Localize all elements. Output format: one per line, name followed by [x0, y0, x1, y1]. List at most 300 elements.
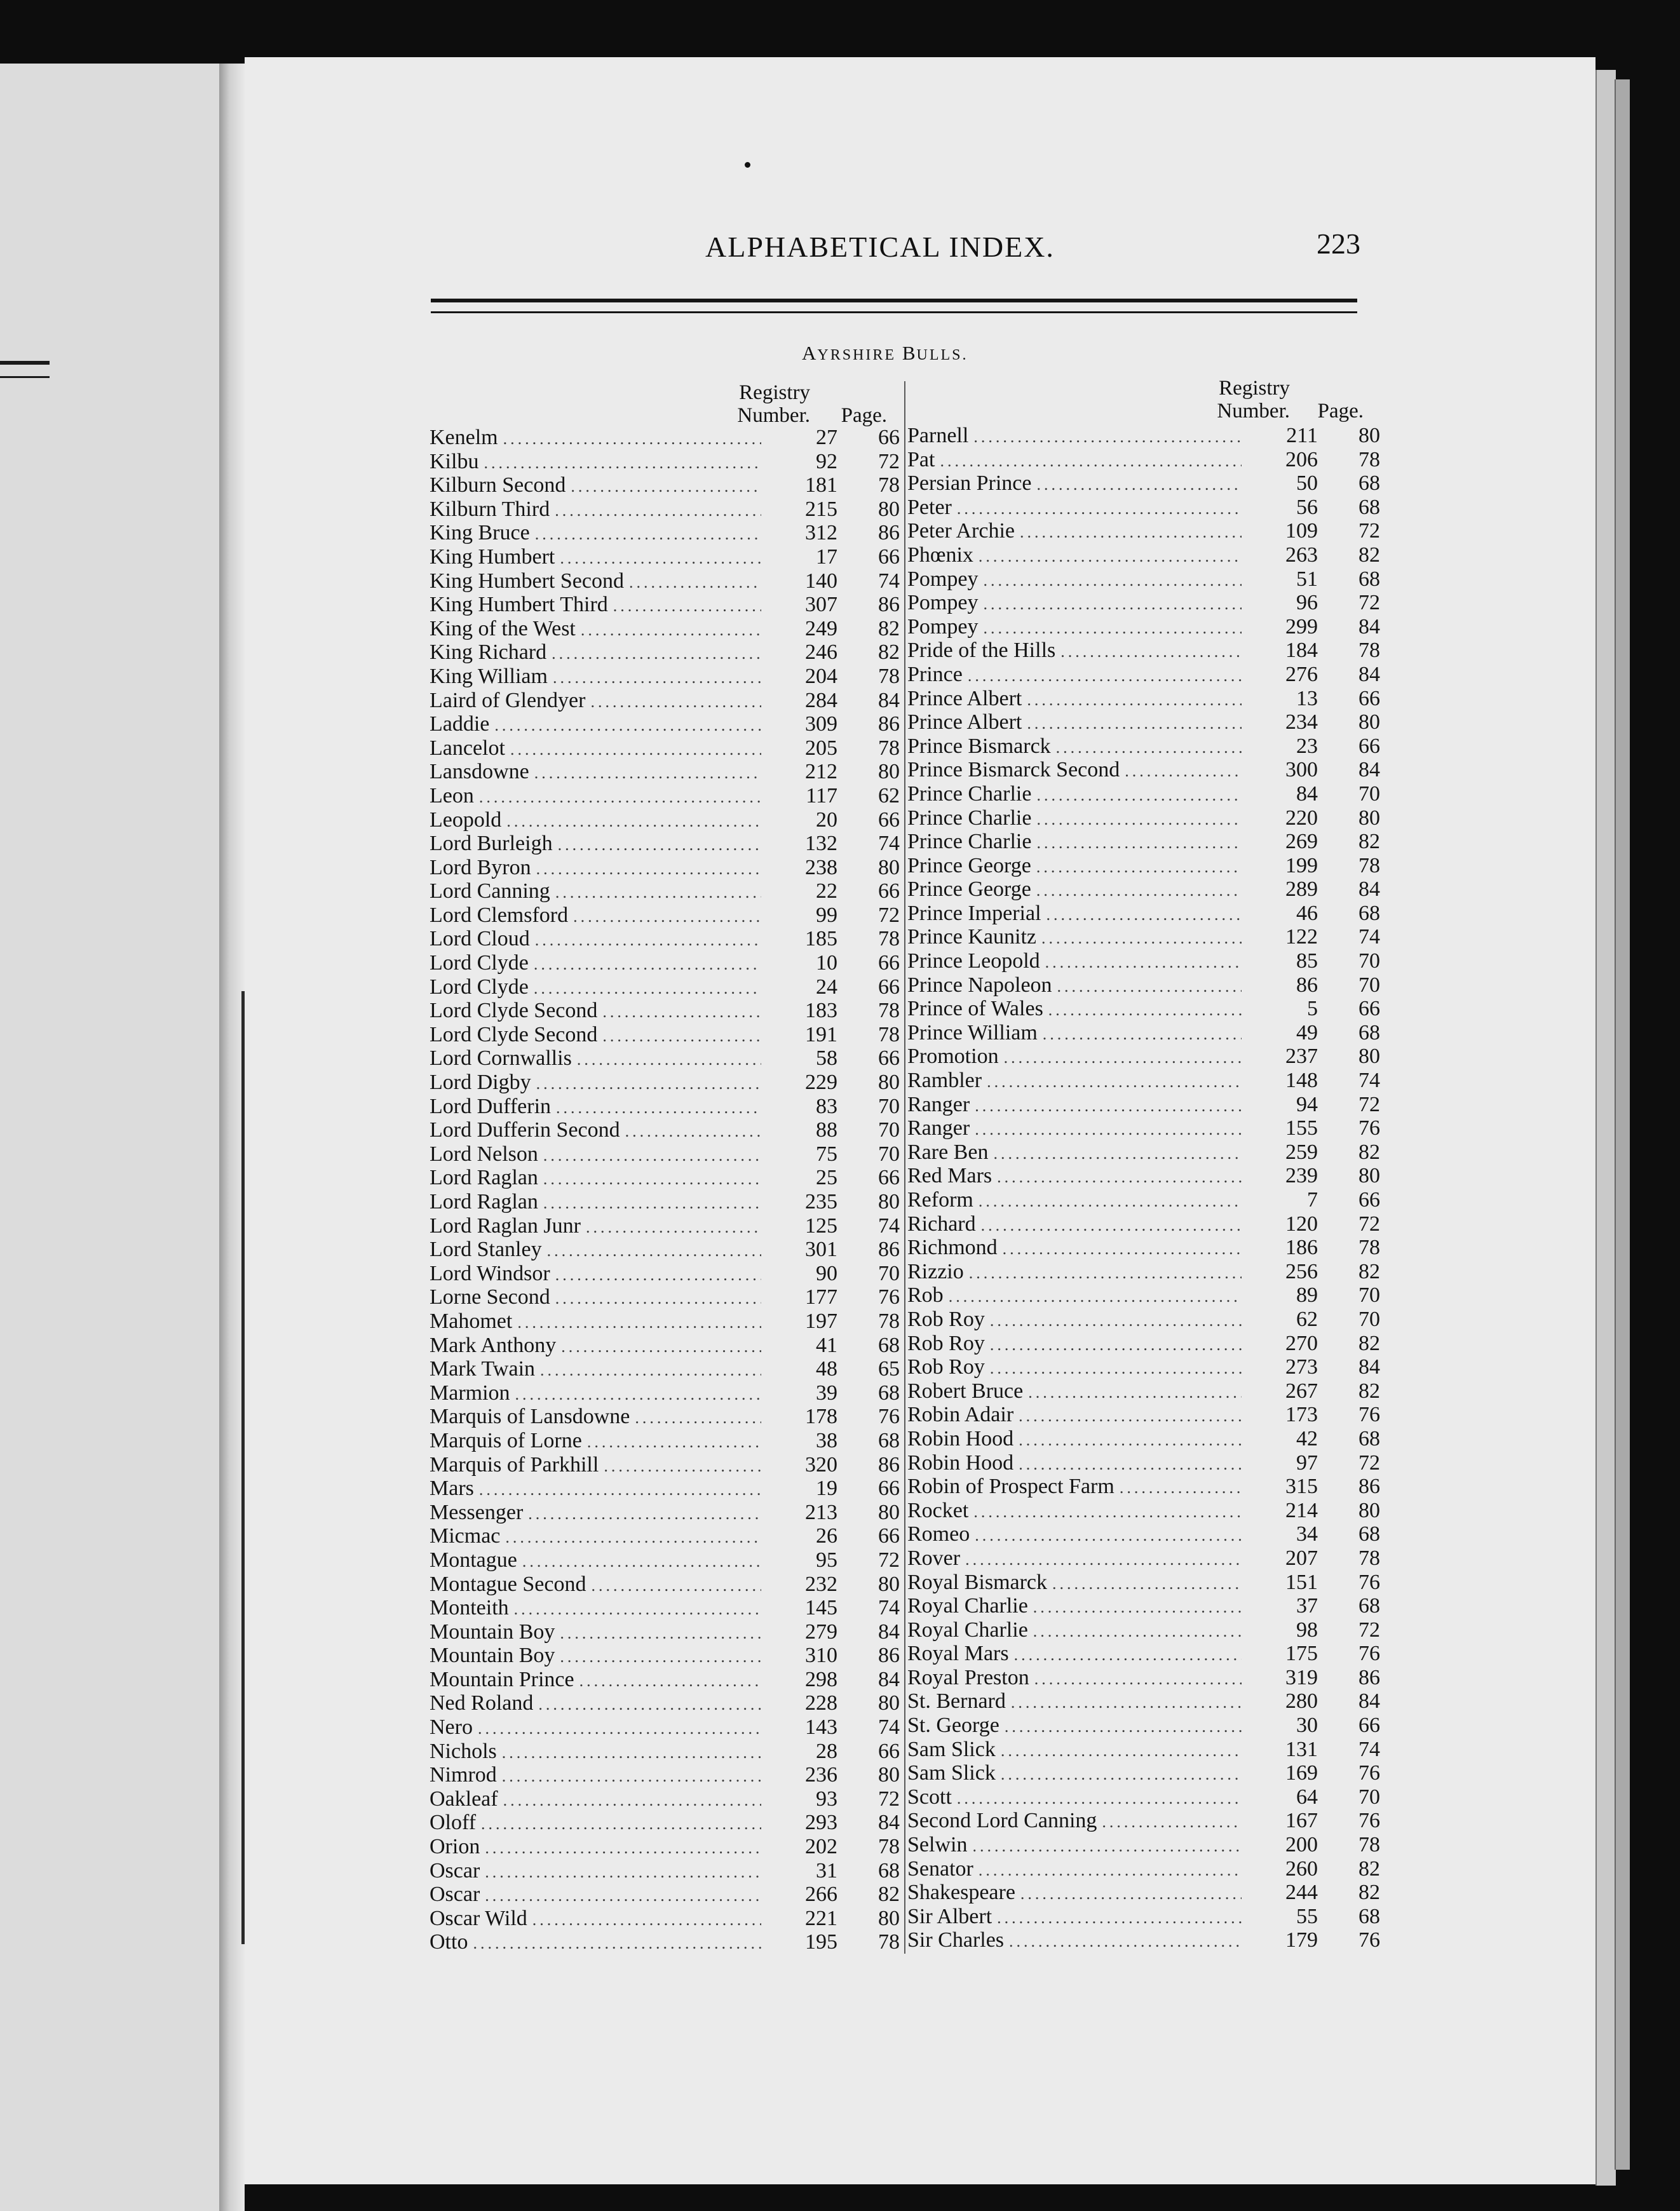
index-entry [430, 497, 900, 522]
index-entry [907, 949, 1380, 973]
page-ref: 78 [878, 1309, 900, 1333]
page-ref: 66 [878, 1046, 900, 1071]
index-entry [430, 1811, 900, 1835]
index-entry [907, 734, 1380, 759]
registry-number: 309 [805, 712, 837, 736]
entry-name: Rocket [907, 1498, 969, 1522]
page-ref: 65 [878, 1357, 900, 1381]
registry-label: Registry [1219, 377, 1290, 400]
dot-leader [990, 1359, 1242, 1378]
dot-leader [534, 764, 761, 783]
dot-leader [505, 1528, 761, 1547]
registry-number: 109 [1285, 519, 1318, 543]
index-entry [430, 1238, 900, 1262]
page-ref: 66 [1358, 734, 1380, 758]
entry-name: Lord Raglan Junr [430, 1214, 581, 1238]
dot-leader [604, 1457, 761, 1476]
index-entry [430, 1524, 900, 1548]
registry-number: 235 [805, 1190, 837, 1214]
index-entry [907, 1833, 1380, 1857]
dot-leader [535, 931, 761, 950]
dot-leader [997, 1168, 1242, 1187]
registry-number: 99 [816, 903, 837, 927]
page-ref: 66 [878, 879, 900, 903]
entry-name: Lord Clyde Second [430, 1022, 598, 1046]
index-entry [907, 1021, 1380, 1045]
dot-leader [515, 1385, 761, 1404]
page-ref: 66 [878, 1477, 900, 1501]
dot-leader [957, 499, 1242, 518]
entry-name: Prince of Wales [907, 997, 1043, 1021]
index-entry [907, 1714, 1380, 1738]
dot-leader [502, 1743, 761, 1762]
dot-leader [517, 1313, 761, 1332]
dot-leader [479, 1480, 761, 1499]
entry-name: Robin Hood [907, 1426, 1014, 1450]
page-ref: 66 [878, 1524, 900, 1548]
dot-leader [1036, 881, 1242, 900]
entry-name: Kilbu [430, 449, 479, 473]
index-entry [430, 1907, 900, 1931]
page-ref: 82 [878, 640, 900, 665]
entry-name: Otto [430, 1930, 468, 1954]
registry-number: 195 [805, 1930, 837, 1954]
page-ref: 80 [878, 1190, 900, 1214]
entry-name: Prince Albert [907, 710, 1022, 734]
registry-number: 263 [1285, 543, 1318, 567]
registry-number: 228 [805, 1691, 837, 1715]
registry-number: 95 [816, 1548, 837, 1572]
dot-leader [973, 428, 1242, 447]
registry-number: 46 [1296, 901, 1318, 925]
index-entry [430, 1548, 900, 1572]
registry-number: 307 [805, 593, 837, 617]
dot-leader [969, 1264, 1242, 1283]
dot-leader [1004, 1048, 1242, 1067]
page-ref: 74 [878, 1715, 900, 1740]
entry-name: King Humbert Third [430, 593, 608, 617]
index-entry [430, 1118, 900, 1142]
page-ref: 80 [1358, 710, 1380, 734]
dot-leader [1036, 786, 1242, 805]
registry-number: 17 [816, 544, 837, 569]
registry-number: 20 [816, 808, 837, 832]
dot-leader [940, 452, 1242, 471]
page-ref: 70 [1358, 781, 1380, 806]
index-entry [907, 1236, 1380, 1260]
dot-leader [1102, 1813, 1242, 1832]
page-ref: 68 [878, 1333, 900, 1357]
entry-name: Lord Byron [430, 855, 531, 879]
dot-leader [997, 1909, 1242, 1928]
registry-number: 207 [1285, 1546, 1318, 1570]
dot-leader [1020, 523, 1242, 542]
index-entry [430, 1644, 900, 1668]
dot-leader [965, 1550, 1242, 1569]
dot-leader [558, 835, 761, 855]
registry-number: 50 [1296, 471, 1318, 496]
page-ref: 72 [1358, 591, 1380, 615]
index-entry [907, 1594, 1380, 1618]
entry-name: Prince Charlie [907, 830, 1032, 854]
index-entry [430, 1095, 900, 1119]
page-ref: 82 [1358, 830, 1380, 854]
page-ref: 68 [1358, 901, 1380, 925]
index-entry [907, 1140, 1380, 1165]
dot-leader [1005, 1717, 1242, 1736]
entry-name: Lorne Second [430, 1285, 550, 1309]
registry-number: 64 [1296, 1785, 1318, 1809]
entry-name: Scott [907, 1785, 952, 1809]
entry-name: Sir Charles [907, 1928, 1005, 1952]
page-ref: 66 [1358, 997, 1380, 1021]
entry-name: Prince William [907, 1020, 1038, 1045]
page-ref: 80 [1358, 1164, 1380, 1188]
registry-number: 215 [805, 497, 837, 521]
page-number: 223 [1317, 227, 1360, 260]
dot-leader [972, 1837, 1242, 1856]
registry-number: 30 [1296, 1714, 1318, 1738]
entry-name: Lord Raglan [430, 1166, 538, 1190]
page-ref: 68 [878, 1858, 900, 1883]
entry-name: Kilburn Third [430, 497, 550, 521]
index-entry [907, 496, 1380, 520]
entry-name: Marquis of Lorne [430, 1428, 582, 1452]
page-ref: 78 [878, 473, 900, 497]
page-ref: 70 [878, 1118, 900, 1142]
dot-leader [503, 1791, 761, 1810]
index-entry [907, 1809, 1380, 1833]
dot-leader [1003, 1240, 1242, 1259]
dot-leader [990, 1335, 1242, 1355]
dot-leader [1056, 738, 1242, 757]
dot-leader [635, 1409, 761, 1428]
index-entry [430, 689, 900, 713]
page-ref: 70 [1358, 1785, 1380, 1809]
entry-name: Lord Cornwallis [430, 1046, 572, 1071]
entry-name: Rob Roy [907, 1331, 985, 1355]
dot-leader [1047, 905, 1242, 924]
entry-name: King Humbert [430, 544, 555, 569]
index-entry [430, 593, 900, 617]
entry-name: Marquis of Parkhill [430, 1452, 599, 1477]
dot-leader [479, 788, 761, 807]
page-ref: 84 [1358, 1689, 1380, 1714]
index-entry [430, 1285, 900, 1309]
registry-number: 56 [1296, 495, 1318, 519]
dot-leader [1048, 1001, 1242, 1020]
index-entry [430, 1405, 900, 1429]
index-entry [907, 1905, 1380, 1929]
entry-name: King of the West [430, 616, 576, 640]
entry-name: Parnell [907, 424, 969, 447]
index-entry [907, 782, 1380, 806]
page-ref: 72 [878, 903, 900, 927]
index-entry [430, 1763, 900, 1787]
registry-number: 148 [1285, 1069, 1318, 1093]
entry-name: Lansdowne [430, 760, 529, 784]
page-ref: 86 [878, 1452, 900, 1477]
entry-name: Rob Roy [907, 1307, 985, 1331]
index-entry [430, 999, 900, 1023]
index-entry [907, 1761, 1380, 1785]
registry-number: 204 [805, 664, 837, 688]
index-entry [430, 1334, 900, 1358]
page-ref: 82 [1358, 1259, 1380, 1283]
dot-leader [602, 1003, 761, 1022]
entry-name: Robin Hood [907, 1450, 1014, 1475]
entry-name: Prince Charlie [907, 806, 1032, 830]
dot-leader [1036, 475, 1242, 494]
page-ref: 80 [878, 1691, 900, 1715]
index-entry [430, 975, 900, 999]
entry-name: Pompey [907, 614, 979, 639]
index-entry [907, 1188, 1380, 1212]
page-ref: 80 [1358, 1498, 1380, 1522]
registry-number: 256 [1285, 1259, 1318, 1283]
page-ref: 86 [878, 521, 900, 545]
entry-name: Rambler [907, 1069, 982, 1093]
page-ref: 80 [878, 1763, 900, 1787]
page-ref: 66 [1358, 1188, 1380, 1212]
registry-number: 300 [1285, 758, 1318, 782]
registry-number: 49 [1296, 1020, 1318, 1045]
index-entry [430, 784, 900, 808]
entry-name: Robin of Prospect Farm [907, 1475, 1114, 1499]
entry-name: Royal Charlie [907, 1618, 1028, 1642]
page-ref: 62 [878, 783, 900, 808]
entry-name: Montague [430, 1548, 517, 1572]
page-ref: 76 [1358, 1642, 1380, 1666]
registry-number: 289 [1285, 877, 1318, 902]
registry-number: 179 [1285, 1928, 1318, 1952]
dot-leader [579, 1672, 761, 1691]
page-ref: 66 [878, 1739, 900, 1763]
entry-name: Oakleaf [430, 1787, 498, 1811]
index-entry [430, 521, 900, 545]
running-head: ALPHABETICAL INDEX. [705, 231, 1055, 263]
entry-name: Robert Bruce [907, 1379, 1024, 1403]
entry-name: Prince Imperial [907, 901, 1041, 925]
page-ref: 68 [1358, 1522, 1380, 1546]
dot-leader [625, 1122, 761, 1141]
registry-number: 132 [805, 832, 837, 856]
index-entry [430, 569, 900, 593]
entry-name: Prince Leopold [907, 949, 1040, 973]
page-ref: 86 [878, 1238, 900, 1262]
entry-name: Ned Roland [430, 1691, 534, 1715]
registry-number: 120 [1285, 1212, 1318, 1236]
page-ref: 72 [1358, 1618, 1380, 1642]
dot-leader [555, 1289, 761, 1308]
registry-number: 320 [805, 1452, 837, 1477]
entry-name: Leopold [430, 808, 502, 832]
registry-number: 93 [816, 1787, 837, 1811]
entry-name: Mountain Prince [430, 1667, 574, 1691]
index-entry [430, 1477, 900, 1501]
registry-number: 186 [1285, 1236, 1318, 1260]
entry-name: Mountain Boy [430, 1619, 555, 1644]
page-ref: 82 [1358, 1856, 1380, 1881]
entry-name: Montague Second [430, 1572, 586, 1596]
dot-leader [540, 1361, 761, 1380]
page-ref: 80 [1358, 1045, 1380, 1069]
entry-name: Ranger [907, 1092, 970, 1116]
page-ref: 66 [878, 951, 900, 975]
page-ref: 66 [878, 544, 900, 569]
right-page-header: Page. [1317, 400, 1364, 423]
registry-number: 244 [1285, 1881, 1318, 1905]
registry-number: 28 [816, 1739, 837, 1763]
registry-number: 37 [1296, 1594, 1318, 1618]
index-entry [430, 1046, 900, 1071]
registry-number: 200 [1285, 1833, 1318, 1857]
dot-leader [503, 429, 761, 449]
index-entry [430, 760, 900, 784]
index-entry [430, 1715, 900, 1740]
index-entry [430, 1835, 900, 1859]
entry-name: Monteith [430, 1596, 509, 1620]
registry-number: 310 [805, 1644, 837, 1668]
dot-leader [573, 907, 761, 926]
index-entry [907, 448, 1380, 472]
page-ref: 72 [878, 1787, 900, 1811]
entry-name: Mountain Boy [430, 1644, 555, 1668]
page-edge [1615, 79, 1630, 2170]
registry-number: 279 [805, 1619, 837, 1644]
dot-leader [552, 644, 761, 663]
page-ref: 72 [1358, 1212, 1380, 1236]
registry-number: 85 [1296, 949, 1318, 973]
entry-name: Phœnix [907, 543, 973, 567]
dot-leader [629, 573, 761, 592]
entry-name: Prince Bismarck [907, 734, 1051, 758]
dot-leader [543, 1146, 761, 1165]
index-entry [907, 1666, 1380, 1690]
index-entry [430, 1023, 900, 1047]
page-ref: 86 [1358, 1665, 1380, 1689]
index-entry [430, 640, 900, 665]
left-registry-header [699, 381, 810, 427]
dot-leader [1028, 1383, 1242, 1402]
registry-number: 86 [1296, 973, 1318, 997]
dot-leader [1060, 642, 1242, 661]
page-ref: 86 [878, 1644, 900, 1668]
registry-number: 212 [805, 760, 837, 784]
registry-number: 38 [816, 1428, 837, 1452]
page-ref: 70 [1358, 1283, 1380, 1308]
index-entry [907, 424, 1380, 448]
page-ref: 70 [1358, 949, 1380, 973]
page-ref: 68 [878, 1428, 900, 1452]
registry-number: 298 [805, 1667, 837, 1691]
entry-name: Ranger [907, 1116, 970, 1140]
registry-number: 221 [805, 1906, 837, 1930]
page-ref: 70 [1358, 973, 1380, 997]
registry-number: 315 [1285, 1475, 1318, 1499]
registry-number: 259 [1285, 1140, 1318, 1164]
index-entry [907, 1308, 1380, 1332]
page-edge [1595, 70, 1616, 2186]
page-ref: 74 [878, 832, 900, 856]
registry-number: 249 [805, 616, 837, 640]
dot-leader [957, 1789, 1242, 1808]
index-entry [907, 1499, 1380, 1523]
dot-leader [543, 1194, 761, 1213]
page-ref: 80 [878, 1572, 900, 1596]
registry-number: 175 [1285, 1642, 1318, 1666]
dot-leader [485, 1839, 761, 1858]
entry-name: Leon [430, 783, 474, 808]
index-entry [907, 806, 1380, 830]
page-ref: 68 [1358, 567, 1380, 591]
registry-number: 5 [1307, 997, 1318, 1021]
index-entry [907, 1283, 1380, 1308]
dot-leader [1019, 1407, 1242, 1426]
dot-leader [1019, 1455, 1242, 1474]
registry-number: 169 [1285, 1761, 1318, 1785]
dot-leader [1027, 714, 1242, 733]
dot-leader [577, 1050, 761, 1069]
index-entry [430, 1453, 900, 1477]
entry-name: Lord Cloud [430, 927, 530, 951]
entry-name: Nimrod [430, 1763, 497, 1787]
index-entry [907, 1212, 1380, 1236]
index-entry [430, 473, 900, 497]
page-ref: 78 [878, 1930, 900, 1954]
page-ref: 78 [1358, 853, 1380, 877]
dot-leader [532, 1910, 761, 1930]
registry-number: 183 [805, 999, 837, 1023]
registry-number: 151 [1285, 1570, 1318, 1594]
registry-number: 22 [816, 879, 837, 903]
dot-leader [990, 1311, 1242, 1330]
dot-leader [1041, 929, 1242, 948]
registry-number: 13 [1296, 686, 1318, 710]
page-ref: 86 [878, 593, 900, 617]
dot-leader [1036, 858, 1242, 877]
page-ref: 72 [1358, 1092, 1380, 1116]
registry-number: 269 [1285, 830, 1318, 854]
entry-name: Rare Ben [907, 1140, 989, 1164]
page-ref: 78 [878, 664, 900, 688]
registry-number: 41 [816, 1333, 837, 1357]
dot-leader [547, 1241, 761, 1261]
page-ref: 84 [1358, 614, 1380, 639]
page-ref: 78 [1358, 1236, 1380, 1260]
entry-name: Laddie [430, 712, 490, 736]
page-ref: 84 [1358, 758, 1380, 782]
registry-number: 173 [1285, 1403, 1318, 1427]
registry-number: 143 [805, 1715, 837, 1740]
page-ref: 66 [878, 1166, 900, 1190]
page-ref: 84 [1358, 1355, 1380, 1379]
page-ref: 80 [878, 497, 900, 521]
page-ref: 82 [1358, 1379, 1380, 1403]
index-entry [907, 877, 1380, 902]
entry-name: Lord Dufferin [430, 1094, 552, 1118]
registry-number: 213 [805, 1500, 837, 1524]
entry-name: Mark Twain [430, 1357, 536, 1381]
page-ref: 86 [1358, 1475, 1380, 1499]
index-entry [430, 808, 900, 832]
entry-name: Richard [907, 1212, 976, 1236]
page-ref: 74 [878, 1214, 900, 1238]
entry-name: Mahomet [430, 1309, 513, 1333]
registry-number: 319 [1285, 1665, 1318, 1689]
entry-name: Oloff [430, 1811, 477, 1835]
dot-leader [555, 501, 761, 520]
